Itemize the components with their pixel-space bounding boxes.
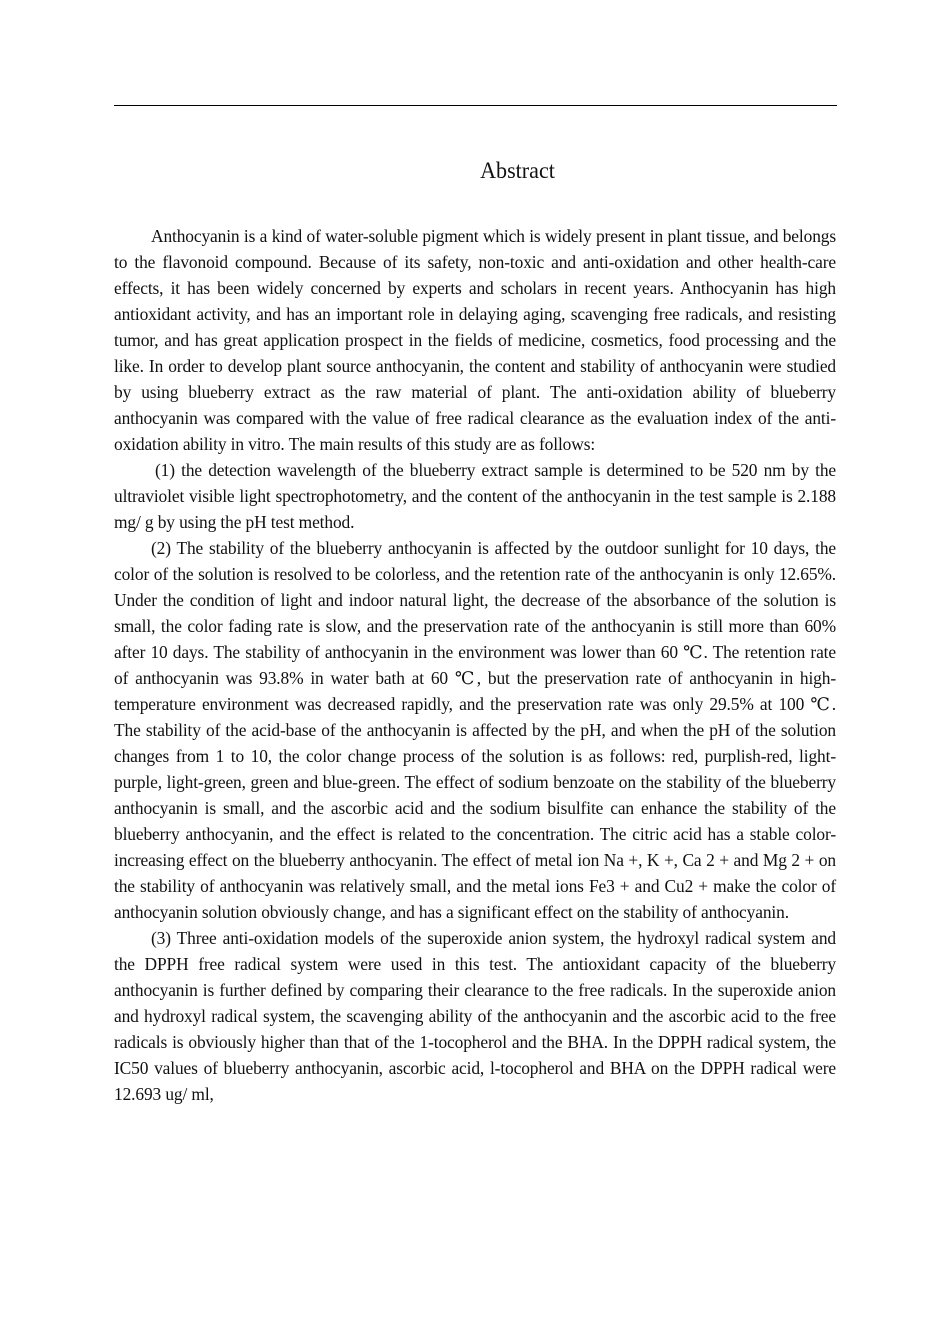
result-item-2-paragraph: (2) The stability of the blueberry anthocyanin is affected by the outdoor sunlight for 10 days, the color of the solution is resolved to be colorless, and the retention rate of the anthocyanin is only 12.65%. Under the condition of light and indoor natural light, the decrease of the absorbance of the solution is small, the color fading rate is slow, and the preservation rate of the anthocyanin is still more than 60% after 10 days. The stability of anthocyanin in the environment was lower than 60 ℃. The retention rate of anthocyanin was 93.8% in water bath at 60 ℃, but the preservation rate of anthocyanin in high-temperature environment was decreased rapidly, and the preservation rate was only 29.5% at 100 ℃. The stability of the acid-base of the anthocyanin is affected by the pH, and when the pH of the solution changes from 1 to 10, the color change process of the solution is as follows: red, purplish-red, light-purple, light-green, green and blue-green. The effect of sodium benzoate on the stability of the blueberry anthocyanin is small, and the ascorbic acid and the sodium bisulfite can enhance the stability of the blueberry anthocyanin, and the effect is related to the concentration. The citric acid has a stable color-increasing effect on the blueberry anthocyanin. The effect of metal ion Na +, K +, Ca 2 + and Mg 2 + on the stability of anthocyanin was relatively small, and the metal ions Fe3 + and Cu2 + make the color of anthocyanin solution obviously change, and has a significant effect on the stability of anthocyanin. xyxy=(114,538,836,922)
header-rule xyxy=(114,105,837,106)
result-item-1-paragraph: (1) the detection wavelength of the blueberry extract sample is determined to be 520 nm by the ultraviolet visible light spectrophotometry, and the content of the anthocyanin in the test sample is 2.188 mg/ g by using the pH test method. xyxy=(114,460,836,532)
result-item-3-paragraph: (3) Three anti-oxidation models of the superoxide anion system, the hydroxyl radical system and the DPPH free radical system were used in this test. The antioxidant capacity of the blueberry anthocyanin is further defined by comparing their clearance to the free radicals. In the superoxide anion and hydroxyl radical system, the scavenging ability of the anthocyanin and the ascorbic acid to the free radicals is obviously higher than that of the 1-tocopherol and the BHA. In the DPPH radical system, the IC50 values of blueberry anthocyanin, ascorbic acid, l-tocopherol and BHA on the DPPH radical were 12.693 ug/ ml, xyxy=(114,928,836,1104)
page-title: Abstract xyxy=(480,158,555,183)
abstract-body xyxy=(114,223,836,1107)
abstract-intro-paragraph: Anthocyanin is a kind of water-soluble pigment which is widely present in plant tissue, and belongs to the flavonoid compound. Because of its safety, non-toxic and anti-oxidation and other health-care effects, it has been widely concerned by experts and scholars in recent years. Anthocyanin has high antioxidant activity, and has an important role in delaying aging, scavenging free radicals, and resisting tumor, and has great application prospect in the fields of medicine, cosmetics, food processing and the like. In order to develop plant source anthocyanin, the content and stability of anthocyanin were studied by using blueberry extract as the raw material of plant. The anti-oxidation ability of blueberry anthocyanin was compared with the value of free radical clearance as the evaluation index of the anti-oxidation ability in vitro. The main results of this study are as follows: xyxy=(114,226,836,454)
